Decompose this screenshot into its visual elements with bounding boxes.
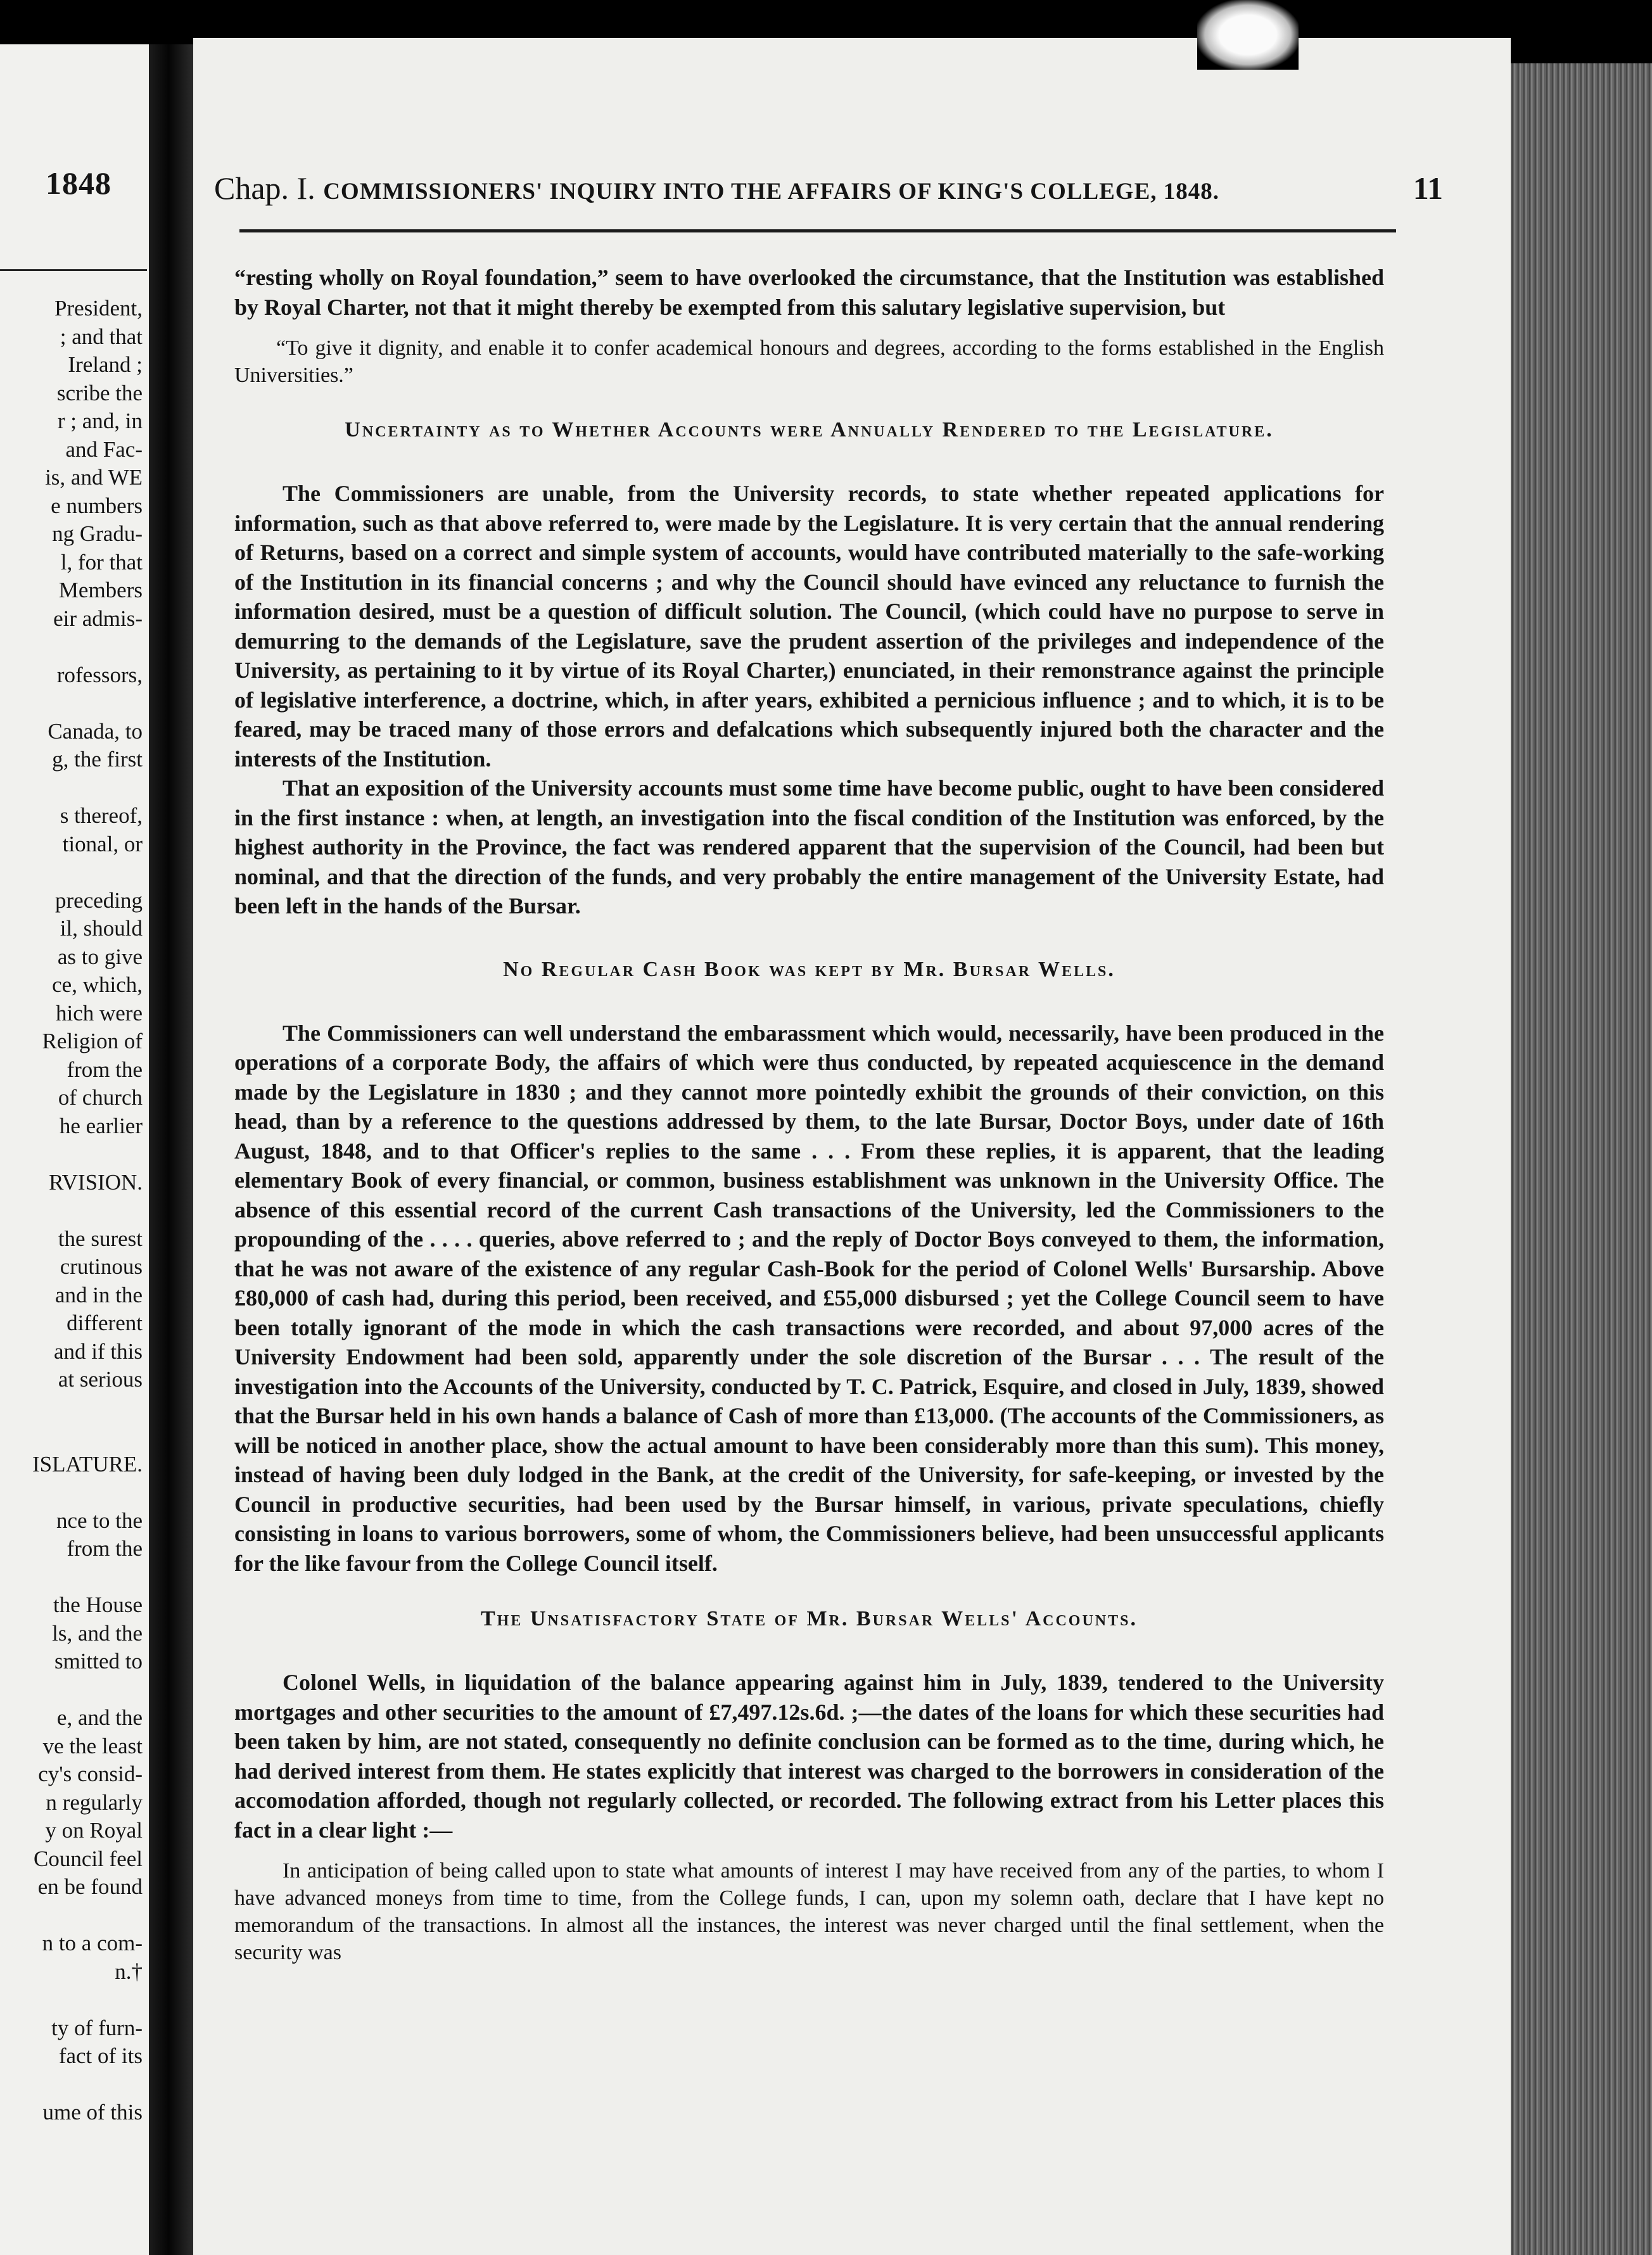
running-header bbox=[214, 170, 1443, 206]
previous-page-line: fact of its bbox=[58, 2043, 143, 2068]
previous-page-line: Council feel bbox=[33, 1846, 143, 1871]
paragraph-4: The Commissioners can well understand the embarassment which would, necessarily, have been produced in the operations of a corporate Body, the affairs of which were thus conducted, by repeated acquiescence in the demand made by the Legislature in 1830 ; and they cannot more pointedly exhibit the grounds of their conviction, on this head, than by a reference to the questions addressed by them, to the late Bursar, Doctor Boys, under date of 16th August, 1848, and to that Officer's replies to the same . . . From these replies, it is apparent, that the leading elementary Book of every financial, or common, business establishment was unknown in the University Office. The absence of this essential record of the current Cash transactions of the University, led the Commissioners to the propounding of the . . . . queries, above referred to ; and the reply of Doctor Boys conveyed to them, the information, that he was not aware of the existence of any regular Cash-Book for the period of Colonel Wells' Bursarship. Above £80,000 of cash had, during this period, been received, and £55,000 disbursed ; yet the College Council seem to have been totally ignorant of the mode in which the cash transactions were recorded, and about 97,000 acres of the University Endowment had been sold, apparently under the sole discretion of the Bursar . . . The result of the investigation into the Accounts of the University, conducted by T. C. Patrick, Esquire, and closed in July, 1839, showed that the Bursar held in his own hands a balance of Cash of more than £13,000. (The accounts of the Commissioners, as will be noticed in another place, show the actual amount to have been considerably more than this sum). This money, instead of having been duly lodged in the Bank, at the credit of the University, for safe-keeping, or invested by the Council in productive securities, had been used by the Bursar himself, in various, private speculations, chiefly consisting in loans to various borrowers, some of whom, the Commissioners believe, had been unsuccessful applicants for the like favour from the College Council itself. bbox=[234, 1020, 1384, 1576]
previous-page-line: rofessors, bbox=[56, 662, 143, 687]
page-number: 11 bbox=[1413, 170, 1443, 206]
previous-page-line: n.† bbox=[115, 1959, 143, 1984]
section-heading-accounts: Uncertainty as to Whether Accounts were Annually Rendered to the Legislature. bbox=[345, 418, 1274, 441]
previous-page-line: s thereof, bbox=[60, 803, 143, 828]
page-block-edge bbox=[1511, 63, 1652, 2255]
previous-page-line: the surest bbox=[58, 1226, 143, 1251]
previous-page-line: r ; and, in bbox=[57, 409, 143, 433]
previous-page-line: from the bbox=[67, 1536, 143, 1561]
previous-page-line: and in the bbox=[54, 1282, 143, 1307]
previous-page-line: ls, and the bbox=[52, 1620, 143, 1646]
previous-page-rule bbox=[0, 269, 147, 271]
previous-page-line: eir admis- bbox=[53, 606, 143, 631]
previous-page-line: ce, which, bbox=[52, 972, 143, 997]
letter-extract: In anticipation of being called upon to state what amounts of interest I may have received from any of the parties, to whom I have advanced moneys from time to time, from the College funds, I can, upon my solemn oath, declare that I have kept no memorandum of the transactions. In almost all the instances, the interest was never charged until the final settlement, when the security was bbox=[234, 1859, 1384, 1964]
previous-page-line: ume of this bbox=[42, 2100, 143, 2125]
header-rule bbox=[239, 229, 1396, 232]
previous-page-line: l, for that bbox=[60, 549, 143, 575]
previous-page-line: of church bbox=[58, 1085, 143, 1110]
previous-page-line: and if this bbox=[54, 1338, 143, 1364]
previous-page-line: e, and the bbox=[56, 1705, 143, 1730]
paragraph-2: The Commissioners are unable, from the University records, to state whether repeated applications for information, such as that above referred to, were made by the Legislature. It is very certain that the annual rendering of Returns, based on a correct and simple system of accounts, would have contributed materially to the safe-working of the Institution in its financial concerns ; and why the Council should have evinced any reluctance to furnish the information desired, must be a question of difficult solution. The Council, (which could have no purpose to serve in demurring to the demands of the Legislature, save the prudent assertion of the privileges and independence of the University, as pertaining to it by virtue of its Royal Charter,) enunciated, in their remonstrance against the principle of legislative interference, a doctrine, which, in after years, exhibited a pernicious influence ; and to which, it is to be feared, may be traced many of those errors and defalcations which subsequently injured both the character and the interests of the Institution. bbox=[234, 481, 1384, 772]
book-gutter bbox=[149, 44, 193, 2255]
previous-page-line: tional, or bbox=[62, 831, 143, 856]
previous-page-line: and Fac- bbox=[65, 436, 143, 462]
previous-page-line: the House bbox=[53, 1592, 143, 1617]
previous-page-line: different bbox=[67, 1311, 143, 1335]
previous-page-line: from the bbox=[67, 1057, 143, 1082]
previous-page-line: at serious bbox=[58, 1367, 143, 1392]
previous-page-line: y on Royal bbox=[45, 1818, 143, 1843]
previous-page-line: Canada, to bbox=[48, 718, 143, 744]
previous-page-year: 1848 bbox=[46, 165, 111, 201]
previous-page-line: Religion of bbox=[42, 1029, 143, 1053]
quotation: “To give it dignity, and enable it to confer academical honours and degrees, according to the forms established in the English Universities.” bbox=[234, 336, 1384, 387]
previous-page-line: g, the first bbox=[52, 747, 143, 772]
previous-page-line: scribe the bbox=[56, 380, 143, 405]
paragraph-5: Colonel Wells, in liquidation of the balance appearing against him in July, 1839, tendered to the University mortgages and other securities to the amount of £7,497.12s.6d. ;—the dates of the loans for which these securities had been taken by him, are not stated, consequently no definite conclusion can be formed as to the time, during which, he had derived interest from them. He states explicitly that interest was charged to the borrowers in consideration of the accomodation afforded, though not regularly collected, or recorded. The following extract from his Letter places this fact in a clear light :— bbox=[234, 1670, 1384, 1843]
previous-page-line: is, and WE bbox=[45, 465, 143, 490]
previous-page-line: ; and that bbox=[60, 324, 143, 349]
previous-page-line: RVISION. bbox=[49, 1169, 143, 1195]
previous-page-line: he earlier bbox=[59, 1113, 143, 1138]
page-body bbox=[234, 263, 1384, 1966]
previous-page-line: President, bbox=[54, 296, 143, 321]
previous-page-line: Ireland ; bbox=[68, 352, 143, 377]
previous-page-line: Members bbox=[58, 578, 143, 602]
previous-page-line: ty of furn- bbox=[51, 2015, 143, 2040]
previous-page-edge bbox=[0, 44, 149, 2255]
previous-page-line: il, should bbox=[60, 916, 143, 941]
paragraph-1: “resting wholly on Royal foundation,” seem to have overlooked the circumstance, that the Institution was established by Royal Charter, not that it might thereby be exempted from this salutary legislative supervision, but bbox=[234, 265, 1384, 320]
previous-page-line: ve the least bbox=[42, 1733, 143, 1758]
previous-page-line: nce to the bbox=[56, 1508, 143, 1533]
previous-page-line: ISLATURE. bbox=[32, 1451, 143, 1477]
previous-page-line: hich were bbox=[55, 1000, 143, 1026]
previous-page-line: cy's consid- bbox=[38, 1762, 143, 1786]
previous-page-line: n regularly bbox=[46, 1789, 143, 1815]
previous-page-line: e numbers bbox=[51, 493, 143, 518]
previous-page-line: preceding bbox=[55, 887, 143, 913]
library-stamp bbox=[1197, 0, 1299, 70]
previous-page-line: ng Gradu- bbox=[52, 521, 143, 546]
previous-page-line: as to give bbox=[57, 944, 143, 969]
previous-page-line: n to a com- bbox=[42, 1931, 143, 1955]
header-title: COMMISSIONERS' INQUIRY INTO THE AFFAIRS OF KING'S COLLEGE, 1848. bbox=[323, 179, 1220, 205]
paragraph-3: That an exposition of the University accounts must some time have become public, ought to have been considered in the first instance : when, at length, an investigation into the fiscal condition of the Institution was enforced, by the highest authority in the Province, the fact was rendered apparent that the supervision of the Council, had been but nominal, and that the direction of the funds, and very probably the entire management of the University Estate, had been left in the hands of the Bursar. bbox=[234, 775, 1384, 918]
section-heading-cash-book: No Regular Cash Book was kept by Mr. Bursar Wells. bbox=[503, 957, 1115, 981]
section-heading-wells-accounts: The Unsatisfactory State of Mr. Bursar Wells' Accounts. bbox=[481, 1607, 1138, 1630]
chapter-label: Chap. I. bbox=[214, 170, 315, 206]
previous-page-line: en be found bbox=[37, 1874, 143, 1899]
previous-page-line: smitted to bbox=[54, 1649, 143, 1674]
previous-page-line: crutinous bbox=[60, 1254, 143, 1279]
